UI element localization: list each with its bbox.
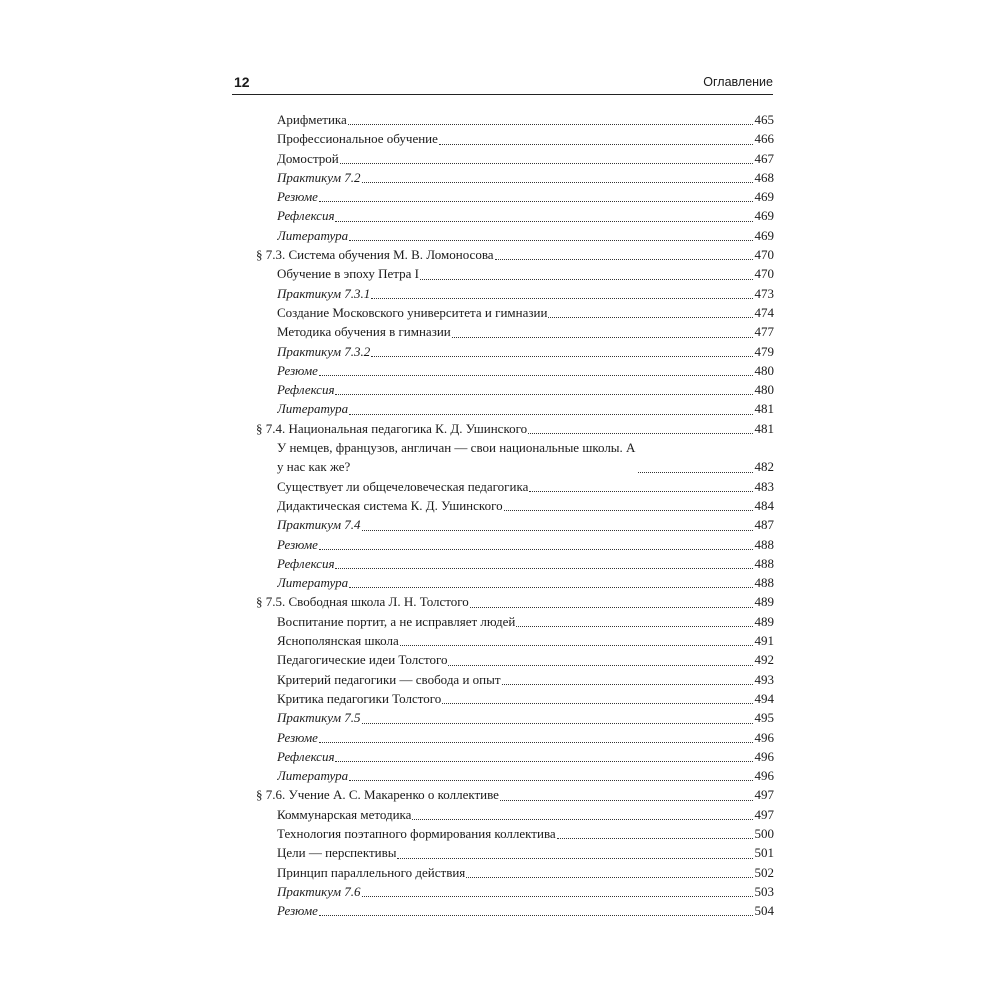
dot-leader (319, 741, 753, 743)
dot-leader (349, 779, 752, 781)
toc-entry (256, 882, 774, 901)
dot-leader (371, 297, 752, 299)
toc-entry (256, 342, 774, 361)
toc-entry-page-number: 495 (754, 710, 774, 726)
dot-leader (335, 567, 752, 569)
toc-entry (256, 399, 774, 418)
toc-entry-page-number: 496 (754, 748, 774, 764)
toc-entry-page-number: 492 (754, 652, 774, 668)
dot-leader (638, 471, 753, 473)
dot-leader (439, 143, 753, 145)
toc-entry-title: Практикум 7.2 (277, 169, 361, 185)
toc-entry-title: Домострой (277, 150, 339, 166)
dot-leader (448, 664, 752, 666)
toc-entry-page-number: 494 (754, 690, 774, 706)
toc-section-entry (256, 592, 774, 611)
dot-leader (349, 413, 752, 415)
toc-entry-page-number: 481 (754, 401, 774, 417)
toc-entry-page-number: 488 (754, 555, 774, 571)
toc-entry-title: Практикум 7.3.1 (277, 285, 371, 301)
toc-entry-page-number: 466 (754, 131, 774, 147)
toc-entry (256, 322, 774, 341)
toc-entry-title: Арифметика (277, 112, 347, 127)
toc-entry (256, 129, 774, 148)
toc-entry (256, 380, 774, 399)
toc-entry (256, 824, 774, 843)
running-title: Оглавление (703, 75, 773, 89)
toc-entry-title: Рефлексия (277, 208, 335, 224)
toc-entry-title: Коммунарская методика (277, 806, 412, 822)
toc-section-entry (256, 419, 774, 438)
toc-entry-title: Рефлексия (277, 382, 335, 398)
toc-entry-title: § 7.6. Учение А. С. Макаренко о коллективе (256, 787, 499, 803)
toc-entry-page-number: 493 (754, 671, 774, 687)
toc-entry (256, 303, 774, 322)
toc-entry (256, 689, 774, 708)
toc-entry (256, 863, 774, 882)
dot-leader (319, 548, 753, 550)
toc-entry-page-number: 469 (754, 208, 774, 224)
toc-entry-title: Технология поэтапного формирования коллектива (277, 825, 556, 841)
toc-entry-page-number: 487 (754, 517, 774, 533)
dot-leader (335, 393, 752, 395)
toc-entry-page-number: 488 (754, 575, 774, 591)
dot-leader (557, 837, 753, 839)
dot-leader (319, 200, 753, 202)
toc-entry-page-number: 500 (754, 825, 774, 841)
toc-entry (256, 264, 774, 283)
page-number: 12 (234, 74, 250, 90)
toc-section-entry (256, 785, 774, 804)
toc-entry-title: Дидактическая система К. Д. Ушинского (277, 497, 503, 513)
toc-entry-page-number: 482 (754, 459, 774, 475)
dot-leader (442, 702, 752, 704)
toc-entry-title: У немцев, французов, англичан — свои национальные школы. А у нас как же? (277, 440, 636, 475)
toc-entry-page-number: 496 (754, 768, 774, 784)
dot-leader (340, 162, 753, 164)
toc-entry-page-number: 489 (754, 594, 774, 610)
toc-entry (256, 284, 774, 303)
toc-entry-title: Цели — перспективы (277, 845, 397, 861)
toc-entry-title: Рефлексия (277, 555, 335, 571)
toc-entry-title: Критика педагогики Толстого (277, 690, 442, 706)
toc-entry-title: § 7.4. Национальная педагогика К. Д. Ушинского (256, 420, 528, 436)
dot-leader (400, 644, 753, 646)
dot-leader (504, 509, 753, 511)
toc-entry-title: Существует ли общечеловеческая педагогика (277, 478, 529, 494)
toc-entry-page-number: 503 (754, 883, 774, 899)
toc-entry-page-number: 501 (754, 845, 774, 861)
toc-entry (256, 477, 774, 496)
toc-entry-page-number: 496 (754, 729, 774, 745)
toc-entry (256, 515, 774, 534)
toc-entry-title: Литература (277, 227, 349, 243)
toc-entry-page-number: 467 (754, 150, 774, 166)
toc-entry-page-number: 480 (754, 382, 774, 398)
dot-leader (335, 760, 752, 762)
toc-entry-title: Обучение в эпоху Петра I (277, 266, 419, 282)
toc-entry-page-number: 470 (754, 266, 774, 282)
toc-entry (256, 168, 774, 187)
toc-entry (256, 766, 774, 785)
toc-entry (256, 728, 774, 747)
dot-leader (335, 220, 752, 222)
toc-entry-page-number: 465 (754, 112, 774, 127)
dot-leader (371, 355, 752, 357)
toc-entry-page-number: 468 (754, 169, 774, 185)
dot-leader (548, 316, 752, 318)
dot-leader (412, 818, 752, 820)
toc-entry (256, 805, 774, 824)
dot-leader (319, 374, 753, 376)
toc-entry (256, 438, 774, 477)
dot-leader (362, 181, 753, 183)
toc-entry (256, 206, 774, 225)
toc-entry-page-number: 479 (754, 343, 774, 359)
toc-entry-page-number: 484 (754, 497, 774, 513)
toc-entry-page-number: 469 (754, 189, 774, 205)
dot-leader (528, 432, 752, 434)
toc-entry-title: Практикум 7.3.2 (277, 343, 371, 359)
dot-leader (495, 258, 753, 260)
toc-entry (256, 612, 774, 631)
toc-entry-title: Резюме (277, 903, 318, 919)
dot-leader (349, 586, 752, 588)
toc-entry (256, 631, 774, 650)
toc-entry-title: Литература (277, 575, 349, 591)
dot-leader (362, 895, 753, 897)
table-of-contents (256, 110, 774, 920)
toc-entry-title: Резюме (277, 189, 318, 205)
toc-entry-page-number: 497 (754, 806, 774, 822)
toc-entry (256, 535, 774, 554)
toc-entry (256, 843, 774, 862)
toc-entry-title: Яснополянская школа (277, 633, 399, 649)
toc-entry (256, 110, 774, 129)
toc-entry-page-number: 481 (754, 420, 774, 436)
toc-entry-page-number: 488 (754, 536, 774, 552)
dot-leader (466, 876, 752, 878)
toc-entry-title: Литература (277, 401, 349, 417)
dot-leader (348, 123, 753, 125)
toc-entry-title: Практикум 7.4 (277, 517, 361, 533)
dot-leader (470, 606, 753, 608)
toc-entry (256, 747, 774, 766)
toc-entry (256, 573, 774, 592)
toc-entry (256, 554, 774, 573)
toc-entry-page-number: 477 (754, 324, 774, 340)
toc-section-entry (256, 245, 774, 264)
dot-leader (502, 683, 753, 685)
toc-entry-page-number: 483 (754, 478, 774, 494)
dot-leader (452, 336, 753, 338)
toc-entry-title: Литература (277, 768, 349, 784)
dot-leader (397, 857, 752, 859)
dot-leader (516, 625, 752, 627)
toc-entry (256, 650, 774, 669)
toc-entry-page-number: 491 (754, 633, 774, 649)
toc-entry-title: Принцип параллельного действия (277, 864, 466, 880)
toc-entry-title: Создание Московского университета и гимназии (277, 304, 548, 320)
toc-entry-title: Методика обучения в гимназии (277, 324, 451, 340)
toc-entry-title: § 7.5. Свободная школа Л. Н. Толстого (256, 594, 469, 610)
toc-entry-page-number: 497 (754, 787, 774, 803)
dot-leader (349, 239, 752, 241)
toc-entry (256, 361, 774, 380)
toc-entry (256, 187, 774, 206)
toc-entry (256, 149, 774, 168)
dot-leader (362, 529, 753, 531)
toc-entry-title: Резюме (277, 729, 318, 745)
toc-entry-title: § 7.3. Система обучения М. В. Ломоносова (256, 247, 494, 263)
dot-leader (420, 278, 753, 280)
toc-entry-page-number: 489 (754, 613, 774, 629)
dot-leader (529, 490, 752, 492)
toc-entry-title: Рефлексия (277, 748, 335, 764)
toc-entry (256, 226, 774, 245)
toc-entry-title: Резюме (277, 362, 318, 378)
toc-entry-title: Практикум 7.6 (277, 883, 361, 899)
dot-leader (500, 799, 753, 801)
dot-leader (319, 914, 753, 916)
toc-entry-page-number: 474 (754, 304, 774, 320)
toc-entry-page-number: 469 (754, 227, 774, 243)
toc-entry-title: Резюме (277, 536, 318, 552)
toc-entry (256, 496, 774, 515)
toc-entry-page-number: 470 (754, 247, 774, 263)
toc-entry-title: Педагогические идеи Толстого (277, 652, 448, 668)
dot-leader (362, 722, 753, 724)
toc-entry-title: Практикум 7.5 (277, 710, 361, 726)
toc-entry-page-number: 480 (754, 362, 774, 378)
toc-entry (256, 670, 774, 689)
toc-entry-page-number: 504 (754, 903, 774, 919)
toc-entry (256, 708, 774, 727)
toc-entry-title: Профессиональное обучение (277, 131, 438, 147)
toc-entry-title: Воспитание портит, а не исправляет людей (277, 613, 516, 629)
toc-entry-page-number: 473 (754, 285, 774, 301)
toc-entry-page-number: 502 (754, 864, 774, 880)
toc-entry-title: Критерий педагогики — свобода и опыт (277, 671, 501, 687)
toc-entry (256, 901, 774, 920)
page-header (232, 72, 773, 95)
